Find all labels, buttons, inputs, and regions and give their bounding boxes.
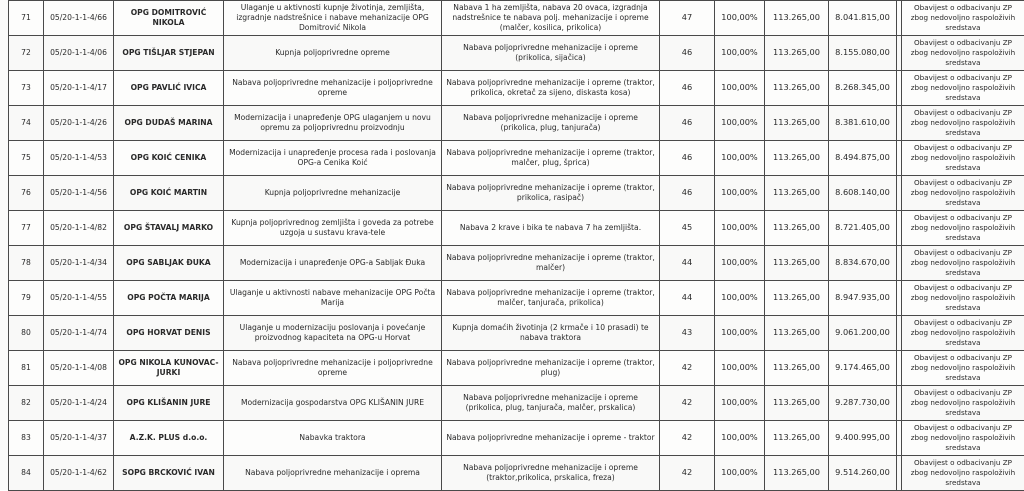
investment-purpose: Nabava poljoprivredne mehanizacije i opreme (prikolica, plug, tanjurača) — [442, 106, 660, 141]
table-row — [9, 351, 1024, 386]
decision-note: Obavijest o odbacivanju ZP zbog nedovoljno raspoloživih sredstava — [902, 281, 1024, 316]
project-title: Modernizacija gospodarstva OPG KLIŠANIN JURE — [224, 386, 442, 421]
support-amount: 113.265,00 — [765, 246, 829, 281]
support-amount: 113.265,00 — [765, 456, 829, 491]
table-row — [9, 316, 1024, 351]
support-amount: 113.265,00 — [765, 351, 829, 386]
project-title: Ulaganje u aktivnosti nabave mehanizacije OPG Počta Marija — [224, 281, 442, 316]
row-number: 84 — [9, 456, 44, 491]
investment-purpose: Nabava poljoprivredne mehanizacije i opreme - traktor — [442, 421, 660, 456]
points: 46 — [660, 176, 715, 211]
support-percent: 100,00% — [715, 281, 765, 316]
table-row — [9, 456, 1024, 491]
support-percent: 100,00% — [715, 1, 765, 36]
support-percent: 100,00% — [715, 36, 765, 71]
support-amount: 113.265,00 — [765, 386, 829, 421]
project-title: Ulaganje u modernizaciju poslovanja i povećanje proizvodnog kapaciteta na OPG-u Horvat — [224, 316, 442, 351]
cumulative-amount: 8.947.935,00 — [829, 281, 897, 316]
application-code: 05/20-1-1-4/37 — [44, 421, 114, 456]
table-row — [9, 106, 1024, 141]
cumulative-amount: 8.268.345,00 — [829, 71, 897, 106]
decision-note: Obavijest o odbacivanju ZP zbog nedovoljno raspoloživih sredstava — [902, 176, 1024, 211]
decision-note: Obavijest o odbacivanju ZP zbog nedovoljno raspoloživih sredstava — [902, 386, 1024, 421]
applicant-name: OPG PAVLIĆ IVICA — [114, 71, 224, 106]
row-number: 76 — [9, 176, 44, 211]
decision-note: Obavijest o odbacivanju ZP zbog nedovoljno raspoloživih sredstava — [902, 246, 1024, 281]
application-code: 05/20-1-1-4/17 — [44, 71, 114, 106]
cumulative-amount: 8.381.610,00 — [829, 106, 897, 141]
support-amount: 113.265,00 — [765, 141, 829, 176]
table-row — [9, 281, 1024, 316]
row-number: 79 — [9, 281, 44, 316]
support-percent: 100,00% — [715, 141, 765, 176]
applicant-name: OPG KOIĆ CENIKA — [114, 141, 224, 176]
application-code: 05/20-1-1-4/24 — [44, 386, 114, 421]
applicant-name: OPG HORVAT DENIS — [114, 316, 224, 351]
cumulative-amount: 8.834.670,00 — [829, 246, 897, 281]
applicant-name: OPG KOIĆ MARTIN — [114, 176, 224, 211]
cumulative-amount: 9.400.995,00 — [829, 421, 897, 456]
points: 47 — [660, 1, 715, 36]
table-row — [9, 421, 1024, 456]
points: 45 — [660, 211, 715, 246]
support-percent: 100,00% — [715, 71, 765, 106]
investment-purpose: Nabava poljoprivredne mehanizacije i opreme (traktor, prikolica, okretač za sijeno, diskasta kosa) — [442, 71, 660, 106]
investment-purpose: Nabava 2 krave i bika te nabava 7 ha zemljišta. — [442, 211, 660, 246]
decision-note: Obavijest o odbacivanju ZP zbog nedovoljno raspoloživih sredstava — [902, 351, 1024, 386]
decision-note: Obavijest o odbacivanju ZP zbog nedovoljno raspoloživih sredstava — [902, 316, 1024, 351]
table-body — [9, 1, 1024, 491]
support-amount: 113.265,00 — [765, 1, 829, 36]
project-title: Nabavka traktora — [224, 421, 442, 456]
investment-purpose: Nabava 1 ha zemljišta, nabava 20 ovaca, izgradnja nadstrešnice te nabava polj. mehanizacije i opreme (malčer, kosilica, prikolica) — [442, 1, 660, 36]
decision-note: Obavijest o odbacivanju ZP zbog nedovoljno raspoloživih sredstava — [902, 1, 1024, 36]
row-number: 73 — [9, 71, 44, 106]
application-code: 05/20-1-1-4/06 — [44, 36, 114, 71]
applicant-name: OPG TIŠLJAR STJEPAN — [114, 36, 224, 71]
cumulative-amount: 8.494.875,00 — [829, 141, 897, 176]
application-code: 05/20-1-1-4/34 — [44, 246, 114, 281]
application-code: 05/20-1-1-4/26 — [44, 106, 114, 141]
row-number: 80 — [9, 316, 44, 351]
support-percent: 100,00% — [715, 421, 765, 456]
support-amount: 113.265,00 — [765, 71, 829, 106]
points: 44 — [660, 281, 715, 316]
project-title: Kupnja poljoprivredne mehanizacije — [224, 176, 442, 211]
support-percent: 100,00% — [715, 106, 765, 141]
cumulative-amount: 8.721.405,00 — [829, 211, 897, 246]
support-percent: 100,00% — [715, 316, 765, 351]
points: 46 — [660, 36, 715, 71]
table-row — [9, 1, 1024, 36]
support-amount: 113.265,00 — [765, 36, 829, 71]
application-code: 05/20-1-1-4/66 — [44, 1, 114, 36]
row-number: 74 — [9, 106, 44, 141]
support-amount: 113.265,00 — [765, 106, 829, 141]
investment-purpose: Nabava poljoprivredne mehanizacije i opreme (traktor, malčer, tanjurača, prikolica) — [442, 281, 660, 316]
project-title: Nabava poljoprivredne mehanizacije i poljoprivredne opreme — [224, 351, 442, 386]
decision-note: Obavijest o odbacivanju ZP zbog nedovoljno raspoloživih sredstava — [902, 36, 1024, 71]
applicant-name: OPG ŠTAVALJ MARKO — [114, 211, 224, 246]
investment-purpose: Nabava poljoprivredne mehanizacije i opreme (prikolica, sijačica) — [442, 36, 660, 71]
investment-purpose: Kupnja domaćih životinja (2 krmače i 10 prasadi) te nabava traktora — [442, 316, 660, 351]
project-title: Ulaganje u aktivnosti kupnje životinja, zemljišta, izgradnje nadstrešnice i nabave mehanizacije OPG Domitrović Nikola — [224, 1, 442, 36]
application-code: 05/20-1-1-4/56 — [44, 176, 114, 211]
row-number: 75 — [9, 141, 44, 176]
table-row — [9, 36, 1024, 71]
cumulative-amount: 9.514.260,00 — [829, 456, 897, 491]
row-number: 81 — [9, 351, 44, 386]
support-percent: 100,00% — [715, 176, 765, 211]
support-amount: 113.265,00 — [765, 316, 829, 351]
support-percent: 100,00% — [715, 456, 765, 491]
table-row — [9, 71, 1024, 106]
support-amount: 113.265,00 — [765, 176, 829, 211]
applicant-name: OPG NIKOLA KUNOVAC-JURKI — [114, 351, 224, 386]
applicant-name: A.Z.K. PLUS d.o.o. — [114, 421, 224, 456]
table-row — [9, 246, 1024, 281]
support-percent: 100,00% — [715, 211, 765, 246]
application-code: 05/20-1-1-4/53 — [44, 141, 114, 176]
applicant-name: OPG KLIŠANIN JURE — [114, 386, 224, 421]
table-row — [9, 211, 1024, 246]
points: 42 — [660, 421, 715, 456]
application-code: 05/20-1-1-4/82 — [44, 211, 114, 246]
points: 42 — [660, 386, 715, 421]
applicant-name: OPG DOMITROVIĆ NIKOLA — [114, 1, 224, 36]
project-title: Kupnja poljoprivredne opreme — [224, 36, 442, 71]
support-amount: 113.265,00 — [765, 211, 829, 246]
cumulative-amount: 9.061.200,00 — [829, 316, 897, 351]
support-percent: 100,00% — [715, 351, 765, 386]
applicant-name: OPG SABLJAK ĐUKA — [114, 246, 224, 281]
points: 43 — [660, 316, 715, 351]
application-code: 05/20-1-1-4/74 — [44, 316, 114, 351]
applicant-name: OPG DUDAŠ MARINA — [114, 106, 224, 141]
points: 46 — [660, 106, 715, 141]
row-number: 83 — [9, 421, 44, 456]
cumulative-amount: 8.041.815,00 — [829, 1, 897, 36]
project-title: Kupnja poljoprivrednog zemljišta i goveda za potrebe uzgoja u sustavu krava-tele — [224, 211, 442, 246]
decision-note: Obavijest o odbacivanju ZP zbog nedovoljno raspoloživih sredstava — [902, 456, 1024, 491]
support-amount: 113.265,00 — [765, 281, 829, 316]
decision-note: Obavijest o odbacivanju ZP zbog nedovoljno raspoloživih sredstava — [902, 71, 1024, 106]
investment-purpose: Nabava poljoprivredne mehanizacije i opreme (prikolica, plug, tanjurača, malčer, prskalica) — [442, 386, 660, 421]
decision-note: Obavijest o odbacivanju ZP zbog nedovoljno raspoloživih sredstava — [902, 421, 1024, 456]
decision-note: Obavijest o odbacivanju ZP zbog nedovoljno raspoloživih sredstava — [902, 141, 1024, 176]
application-code: 05/20-1-1-4/08 — [44, 351, 114, 386]
points: 46 — [660, 141, 715, 176]
cumulative-amount: 8.608.140,00 — [829, 176, 897, 211]
investment-purpose: Nabava poljoprivredne mehanizacije i opreme (traktor, malčer, plug, šprica) — [442, 141, 660, 176]
cumulative-amount: 8.155.080,00 — [829, 36, 897, 71]
table-row — [9, 141, 1024, 176]
decision-note: Obavijest o odbacivanju ZP zbog nedovoljno raspoloživih sredstava — [902, 106, 1024, 141]
support-percent: 100,00% — [715, 246, 765, 281]
investment-purpose: Nabava poljoprivredne mehanizacije i opreme (traktor,prikolica, prskalica, freza) — [442, 456, 660, 491]
project-title: Modernizacija i unapređenje OPG-a Sabljak Đuka — [224, 246, 442, 281]
project-title: Modernizacija i unapređenje procesa rada i poslovanja OPG-a Cenika Koić — [224, 141, 442, 176]
project-title: Nabava poljoprivredne mehanizacije i poljoprivredne opreme — [224, 71, 442, 106]
row-number: 71 — [9, 1, 44, 36]
investment-purpose: Nabava poljoprivredne mehanizacije i opreme (traktor, prikolica, rasipač) — [442, 176, 660, 211]
decision-note: Obavijest o odbacivanju ZP zbog nedovoljno raspoloživih sredstava — [902, 211, 1024, 246]
table-row — [9, 176, 1024, 211]
points: 42 — [660, 351, 715, 386]
cumulative-amount: 9.287.730,00 — [829, 386, 897, 421]
support-percent: 100,00% — [715, 386, 765, 421]
project-title: Nabava poljoprivredne mehanizacije i oprema — [224, 456, 442, 491]
row-number: 77 — [9, 211, 44, 246]
investment-purpose: Nabava poljoprivredne mehanizacije i opreme (traktor, malčer) — [442, 246, 660, 281]
applicant-name: OPG POČTA MARIJA — [114, 281, 224, 316]
points: 46 — [660, 71, 715, 106]
application-code: 05/20-1-1-4/55 — [44, 281, 114, 316]
row-number: 82 — [9, 386, 44, 421]
support-amount: 113.265,00 — [765, 421, 829, 456]
investment-purpose: Nabava poljoprivredne mehanizacije i opreme (traktor, plug) — [442, 351, 660, 386]
table-row — [9, 386, 1024, 421]
cumulative-amount: 9.174.465,00 — [829, 351, 897, 386]
row-number: 72 — [9, 36, 44, 71]
points: 42 — [660, 456, 715, 491]
row-number: 78 — [9, 246, 44, 281]
application-code: 05/20-1-1-4/62 — [44, 456, 114, 491]
project-title: Modernizacija i unapređenje OPG ulaganjem u novu opremu za poljoprivrednu proizvodnju — [224, 106, 442, 141]
points: 44 — [660, 246, 715, 281]
applicant-name: SOPG BRCKOVIĆ IVAN — [114, 456, 224, 491]
results-table — [8, 0, 1024, 491]
